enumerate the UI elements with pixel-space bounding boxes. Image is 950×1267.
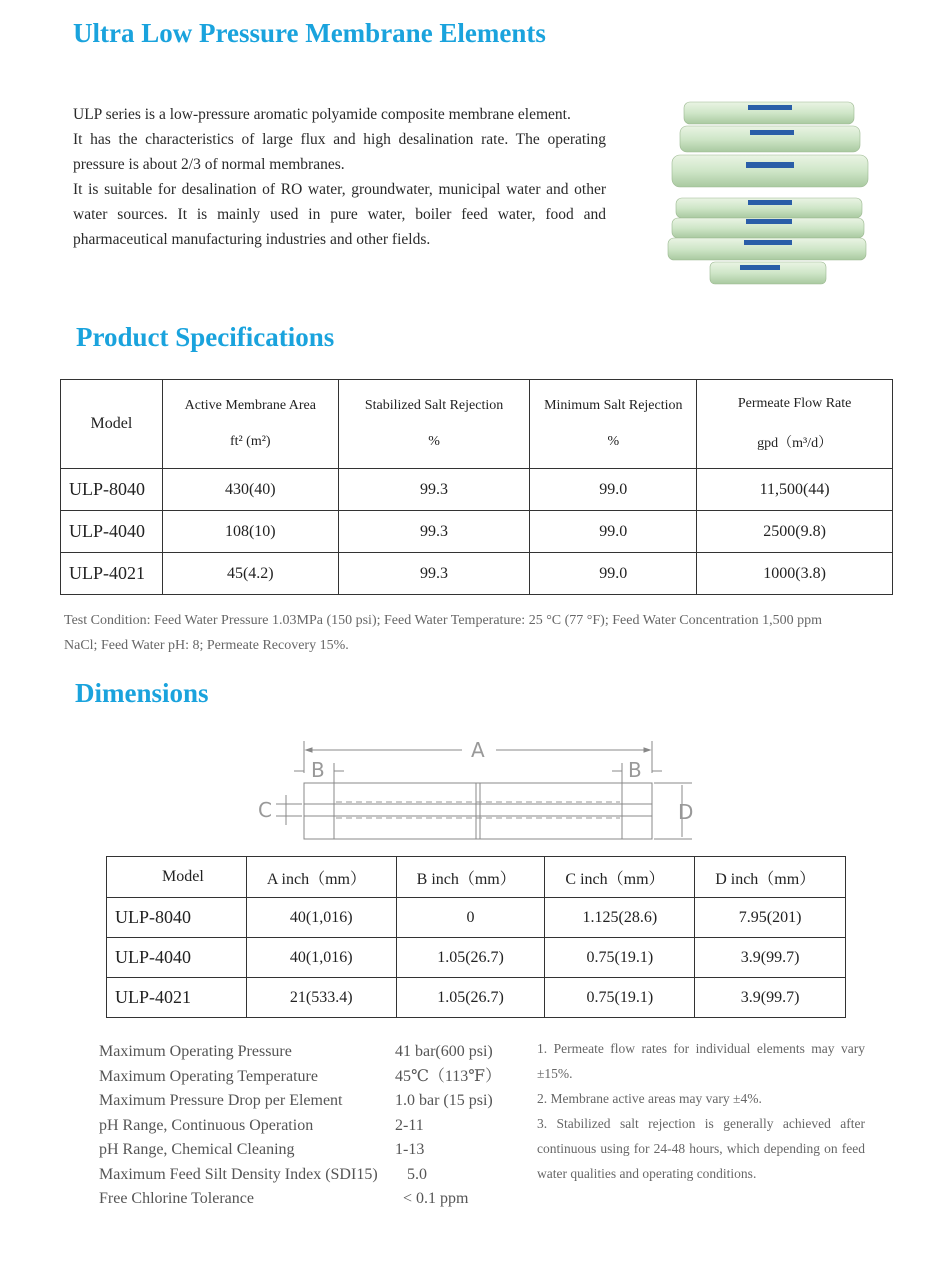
header-label: Stabilized Salt Rejection [364,398,504,413]
table-cell: 1.05(26.7) [396,938,545,978]
table-row [107,938,846,978]
header-minimum [530,380,697,469]
label-c: C [258,798,272,822]
header-unit: % [607,434,620,449]
membrane-elements-photo [662,98,872,290]
header-d: D inch（mm） [695,857,846,898]
limit-label: pH Range, Chemical Cleaning [99,1141,295,1158]
specs-heading: Product Specifications [76,322,335,352]
header-area [162,380,338,469]
model-cell: ULP-8040 [107,898,247,938]
limit-value: 5.0 [407,1165,427,1183]
limit-label: Maximum Feed Silt Density Index (SDI15) [99,1165,378,1183]
table-cell: 0 [396,898,545,938]
table-cell: 99.3 [338,511,530,553]
limit-label: Maximum Operating Temperature [99,1067,318,1085]
limit-label: Maximum Pressure Drop per Element [99,1092,343,1109]
header-unit: % [428,434,440,449]
intro-paragraph: It has the characteristics of large flux and high desalination rate. The operating pressure is about 2/3 of normal membranes. [73,131,606,173]
limit-value: 1.0 bar (15 psi) [395,1092,493,1109]
table-cell: 0.75(19.1) [545,938,695,978]
footnote: 3. Stabilized salt rejection is generally achieved after continuous using for 24-48 hours, which depending on feed water qualities and operating conditions. [537,1116,865,1181]
header-c: C inch（mm） [545,857,695,898]
table-cell: 40(1,016) [246,898,396,938]
table-row [61,511,893,553]
limit-label: Free Chlorine Tolerance [99,1190,254,1207]
table-row [61,553,893,595]
header-model: Model [107,857,247,898]
limit-value: 41 bar(600 psi) [395,1043,493,1060]
table-row [61,469,893,511]
intro-paragraph: ULP series is a low-pressure aromatic polyamide composite membrane element. [73,106,571,123]
table-cell: 99.0 [530,511,697,553]
limit-value: 2-11 [395,1116,424,1134]
table-cell: 1.125(28.6) [545,898,695,938]
limit-value: < 0.1 ppm [403,1190,469,1207]
table-cell: 3.9(99.7) [695,938,846,978]
table-cell: 3.9(99.7) [695,978,846,1018]
model-cell: ULP-4040 [107,938,247,978]
label-b-right: B [628,758,642,782]
header-unit: ft² (m²) [229,434,271,449]
dimensions-table [106,856,846,1018]
specs-table [60,379,893,595]
header-flow [697,380,893,469]
table-cell: 21(533.4) [246,978,396,1018]
table-cell: 430(40) [162,469,338,511]
table-cell: 40(1,016) [246,938,396,978]
table-cell: 45(4.2) [162,553,338,595]
label-b-left: B [311,758,325,782]
footnote: 1. Permeate flow rates for individual elements may vary ±15%. [537,1041,865,1081]
table-row [107,978,846,1018]
specs-header-row [61,380,893,469]
model-cell: ULP-4040 [61,511,163,553]
footnotes [537,1036,865,1186]
label-d: D [678,800,694,824]
header-model [61,380,163,469]
test-condition: Test Condition: Feed Water Pressure 1.03MPa (150 psi); Feed Water Temperature: 25 °C (77 °F); Feed Water Concentration 1,500 ppm NaCl; Feed Water pH: 8; Permeate Recovery 15%. [64,613,822,653]
header-b: B inch（mm） [396,857,545,898]
model-cell: ULP-8040 [61,469,163,511]
table-row [107,898,846,938]
table-cell: 11,500(44) [697,469,893,511]
table-cell: 99.0 [530,553,697,595]
table-cell: 99.0 [530,469,697,511]
model-cell: ULP-4021 [107,978,247,1018]
header-label: Active Membrane Area [184,398,316,413]
limit-label: Maximum Operating Pressure [99,1043,292,1060]
table-cell: 1.05(26.7) [396,978,545,1018]
header-label: Permeate Flow Rate [737,396,852,411]
table-cell: 7.95(201) [695,898,846,938]
model-cell: ULP-4021 [61,553,163,595]
table-cell: 99.3 [338,469,530,511]
intro-paragraph: It is suitable for desalination of RO water, groundwater, municipal water and other water sources. It is mainly used in pure water, boiler feed water, food and pharmaceutical manufacturing industries and other fields. [73,181,606,248]
dimension-diagram [250,733,710,843]
intro-text [73,102,606,252]
table-cell: 108(10) [162,511,338,553]
table-cell: 2500(9.8) [697,511,893,553]
limit-label: pH Range, Continuous Operation [99,1116,314,1134]
page-title: Ultra Low Pressure Membrane Elements [73,18,546,48]
label-a: A [471,738,485,762]
table-cell: 1000(3.8) [697,553,893,595]
header-label: Minimum Salt Rejection [544,398,683,413]
dimensions-header-row [107,857,846,898]
header-unit: gpd（m³/d） [757,436,833,451]
header-stabilized [338,380,530,469]
limit-value: 1-13 [395,1141,425,1158]
footnote: 2. Membrane active areas may vary ±4%. [537,1091,762,1106]
table-cell: 99.3 [338,553,530,595]
limit-value: 45℃（113℉） [395,1067,502,1085]
dimensions-heading: Dimensions [75,678,209,708]
table-cell: 0.75(19.1) [545,978,695,1018]
header-a: A inch（mm） [246,857,396,898]
header-label: Model [90,415,133,432]
